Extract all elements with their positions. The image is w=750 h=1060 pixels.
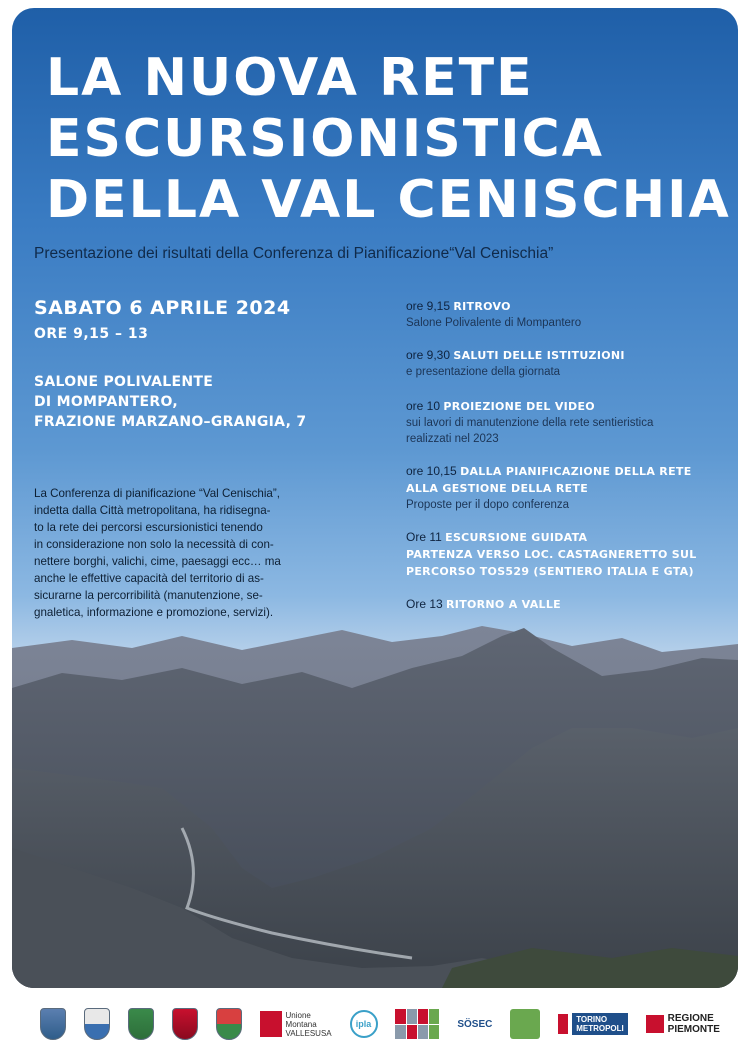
- description-line: nettere borghi, valichi, cime, paesaggi ecc… ma: [34, 555, 281, 568]
- title-line: LA NUOVA RETE: [46, 48, 534, 108]
- regione-logo-text: REGIONE: [667, 1013, 714, 1024]
- municipal-crest-logo: [128, 1008, 154, 1040]
- program-note: e presentazione della giornata: [406, 366, 561, 378]
- program-time: ore 10: [406, 399, 441, 413]
- program-item: [406, 596, 716, 613]
- program-time: Ore 11: [406, 530, 442, 544]
- event-venue: [34, 372, 306, 432]
- description-line: gnaletica, informazione e promozione, servizi).: [34, 606, 274, 619]
- unione-logo-text: Montana: [285, 1019, 317, 1029]
- municipal-crest-logo: [84, 1008, 110, 1040]
- program-heading-continued: PARTENZA VERSO LOC. CASTAGNERETTO SUL: [406, 548, 697, 561]
- program-time: ore 9,15: [406, 299, 451, 313]
- unione-logo-text: Unione: [285, 1010, 311, 1020]
- program-heading: SALUTI DELLE ISTITUZIONI: [453, 349, 625, 362]
- description-line: La Conferenza di pianificazione “Val Cenischia”,: [34, 487, 280, 500]
- poster-subtitle: Presentazione dei risultati della Conferenza di Pianificazione“Val Cenischia”: [34, 245, 554, 262]
- conservation-program-logo: [395, 1009, 439, 1039]
- program-heading: RITORNO A VALLE: [446, 598, 561, 611]
- program-note: Salone Polivalente di Mompantero: [406, 317, 582, 329]
- event-hours: ORE 9,15 – 13: [34, 326, 149, 342]
- park-logo: [510, 1009, 540, 1039]
- regione-piemonte-logo: [646, 1013, 720, 1035]
- program-note: realizzati nel 2023: [406, 433, 499, 445]
- venue-line: FRAZIONE MARZANO–GRANGIA, 7: [34, 414, 307, 430]
- program-item: [406, 347, 716, 380]
- title-line: DELLA VAL CENISCHIA: [46, 170, 731, 230]
- municipal-crest-logo: [216, 1008, 242, 1040]
- description-paragraph: [34, 485, 324, 621]
- unione-montana-mark-icon: [260, 1011, 282, 1037]
- torino-logo-text: METROPOLI: [576, 1024, 624, 1033]
- event-date: SABATO 6 APRILE 2024: [34, 297, 291, 319]
- unione-montana-logo: [260, 1011, 332, 1038]
- description-line: indetta dalla Città metropolitana, ha ridisegna-: [34, 504, 271, 517]
- venue-line: DI MOMPANTERO,: [34, 394, 179, 410]
- program-item: [406, 463, 716, 513]
- title-line: ESCURSIONISTICA: [46, 109, 604, 169]
- municipal-crest-logo: [40, 1008, 66, 1040]
- description-line: sicurarne la percorribilità (manutenzione, se-: [34, 589, 263, 602]
- torino-flag-icon: [558, 1014, 568, 1034]
- regione-flag-icon: [646, 1015, 664, 1033]
- program-heading: PROIEZIONE DEL VIDEO: [443, 400, 595, 413]
- program-time: ore 10,15: [406, 464, 457, 478]
- program-heading-continued: PERCORSO TOS529 (SENTIERO ITALIA E GTA): [406, 565, 694, 578]
- program-item: [406, 298, 716, 331]
- description-line: anche le effettive capacità del territorio di as-: [34, 572, 264, 585]
- description-line: to la rete dei percorsi escursionistici tenendo: [34, 521, 263, 534]
- program-note: sui lavori di manutenzione della rete sentieristica: [406, 417, 654, 429]
- program-time: Ore 13: [406, 597, 443, 611]
- sponsor-logo-strip: [40, 1000, 720, 1048]
- poster-title: [46, 48, 731, 231]
- program-note: Proposte per il dopo conferenza: [406, 499, 570, 511]
- regione-logo-text: PIEMONTE: [667, 1024, 720, 1035]
- program-time: ore 9,30: [406, 348, 451, 362]
- ipla-logo: ipla: [350, 1010, 378, 1038]
- venue-line: SALONE POLIVALENTE: [34, 374, 214, 390]
- torino-logo-text: TORINO: [576, 1015, 608, 1024]
- susec-logo: SÖSEC: [457, 1018, 493, 1030]
- program-heading-continued: ALLA GESTIONE DELLA RETE: [406, 482, 589, 495]
- unione-logo-text: VALLESUSA: [285, 1028, 332, 1038]
- torino-metropoli-logo: [558, 1013, 628, 1035]
- municipal-crest-logo: [172, 1008, 198, 1040]
- program-item: [406, 529, 716, 580]
- program-heading: RITROVO: [453, 300, 511, 313]
- program-heading: ESCURSIONE GUIDATA: [445, 531, 588, 544]
- program-item: [406, 398, 716, 447]
- program-heading: DALLA PIANIFICAZIONE DELLA RETE: [460, 465, 692, 478]
- description-line: in considerazione non solo la necessità di con-: [34, 538, 274, 551]
